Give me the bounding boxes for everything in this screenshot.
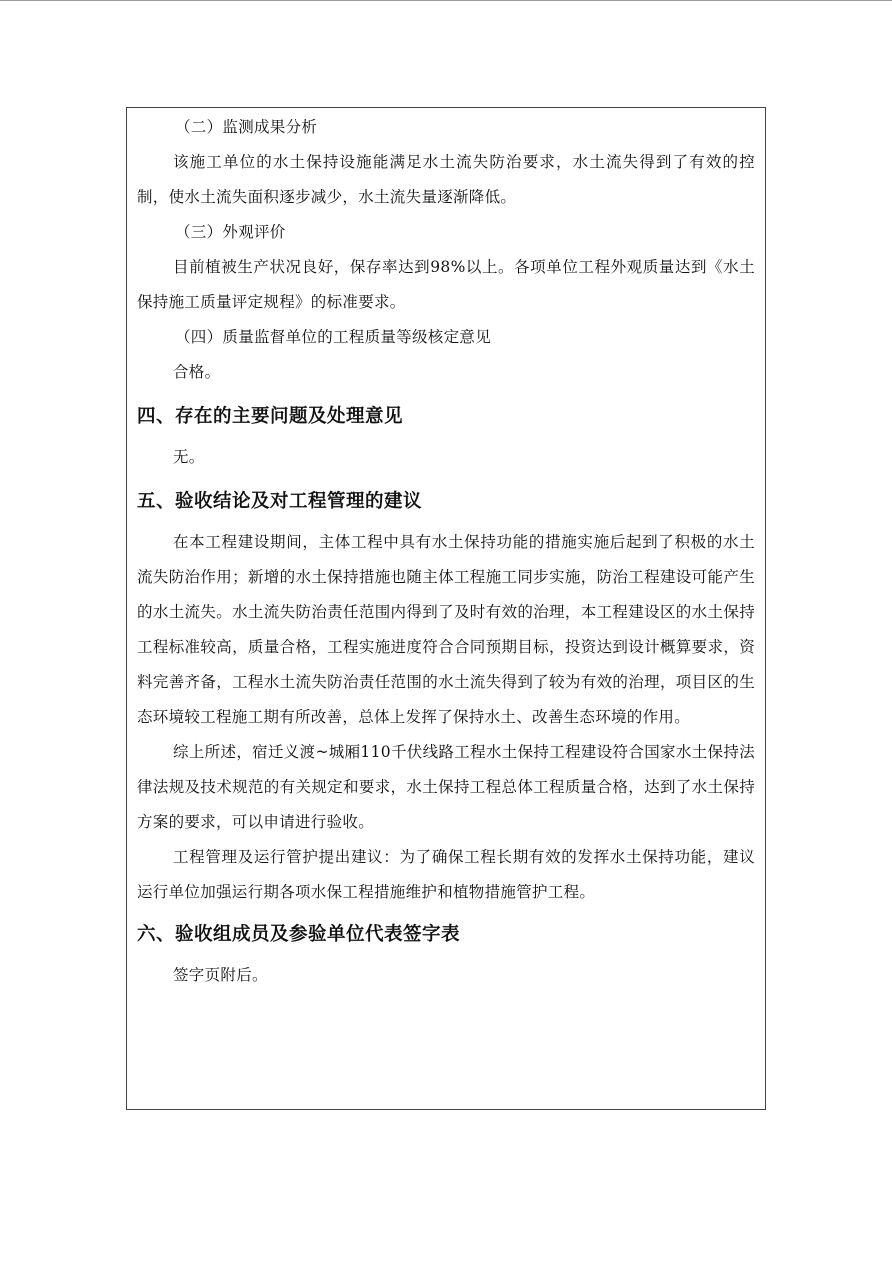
paragraph-conclusion-2: 综上所述，宿迁义渡~城厢110千伏线路工程水土保持工程建设符合国家水土保持法律法规及技术规范的有关规定和要求，水土保持工程总体工程质量合格，达到了水土保持方案的要求，可以申请进行验收。 [137,743,755,831]
subheading-quality-supervision: （四）质量监督单位的工程质量等级核定意见 [175,328,492,346]
subheading-appearance-evaluation: （三）外观评价 [175,223,286,241]
paragraph-signature-note: 签字页附后。 [173,966,268,984]
paragraph-conclusion-3: 工程管理及运行管护提出建议：为了确保工程长期有效的发挥水土保持功能，建议运行单位加强运行期各项水保工程措施维护和植物措施管护工程。 [137,848,755,901]
section-heading-conclusion: 五、验收结论及对工程管理的建议 [137,491,423,512]
section-heading-main-issues: 四、存在的主要问题及处理意见 [137,406,404,427]
page-top-rule [0,0,892,1]
paragraph-conclusion-1: 在本工程建设期间，主体工程中具有水土保持功能的措施实施后起到了积极的水土流失防治作用；新增的水土保持措施也随主体工程施工同步实施，防治工程建设可能产生的水土流失。水土流失防治责任范围内得到了及时有效的治理，本工程建设区的水土保持工程标准较高，质量合格，工程实施进度符合合同预期目标，投资达到设计概算要求，资料完善齐备，工程水土流失防治责任范围的水土流失得到了较为有效的治理，项目区的生态环境较工程施工期有所改善，总体上发挥了保持水土、改善生态环境的作用。 [137,533,755,726]
paragraph-quality-supervision: 合格。 [173,363,221,381]
section-heading-signature-table: 六、验收组成员及参验单位代表签字表 [137,924,461,945]
paragraph-main-issues: 无。 [173,448,205,466]
paragraph-monitoring-results: 该施工单位的水土保持设施能满足水土流失防治要求，水土流失得到了有效的控制，使水土流失面积逐步减少，水土流失量逐渐降低。 [137,153,755,206]
document-frame [126,107,766,1110]
paragraph-appearance-evaluation: 目前植被生产状况良好，保存率达到98%以上。各项单位工程外观质量达到《水土保持施工质量评定规程》的标准要求。 [137,258,755,311]
document-content [137,108,755,993]
subheading-monitoring-results: （二）监测成果分析 [175,118,318,136]
